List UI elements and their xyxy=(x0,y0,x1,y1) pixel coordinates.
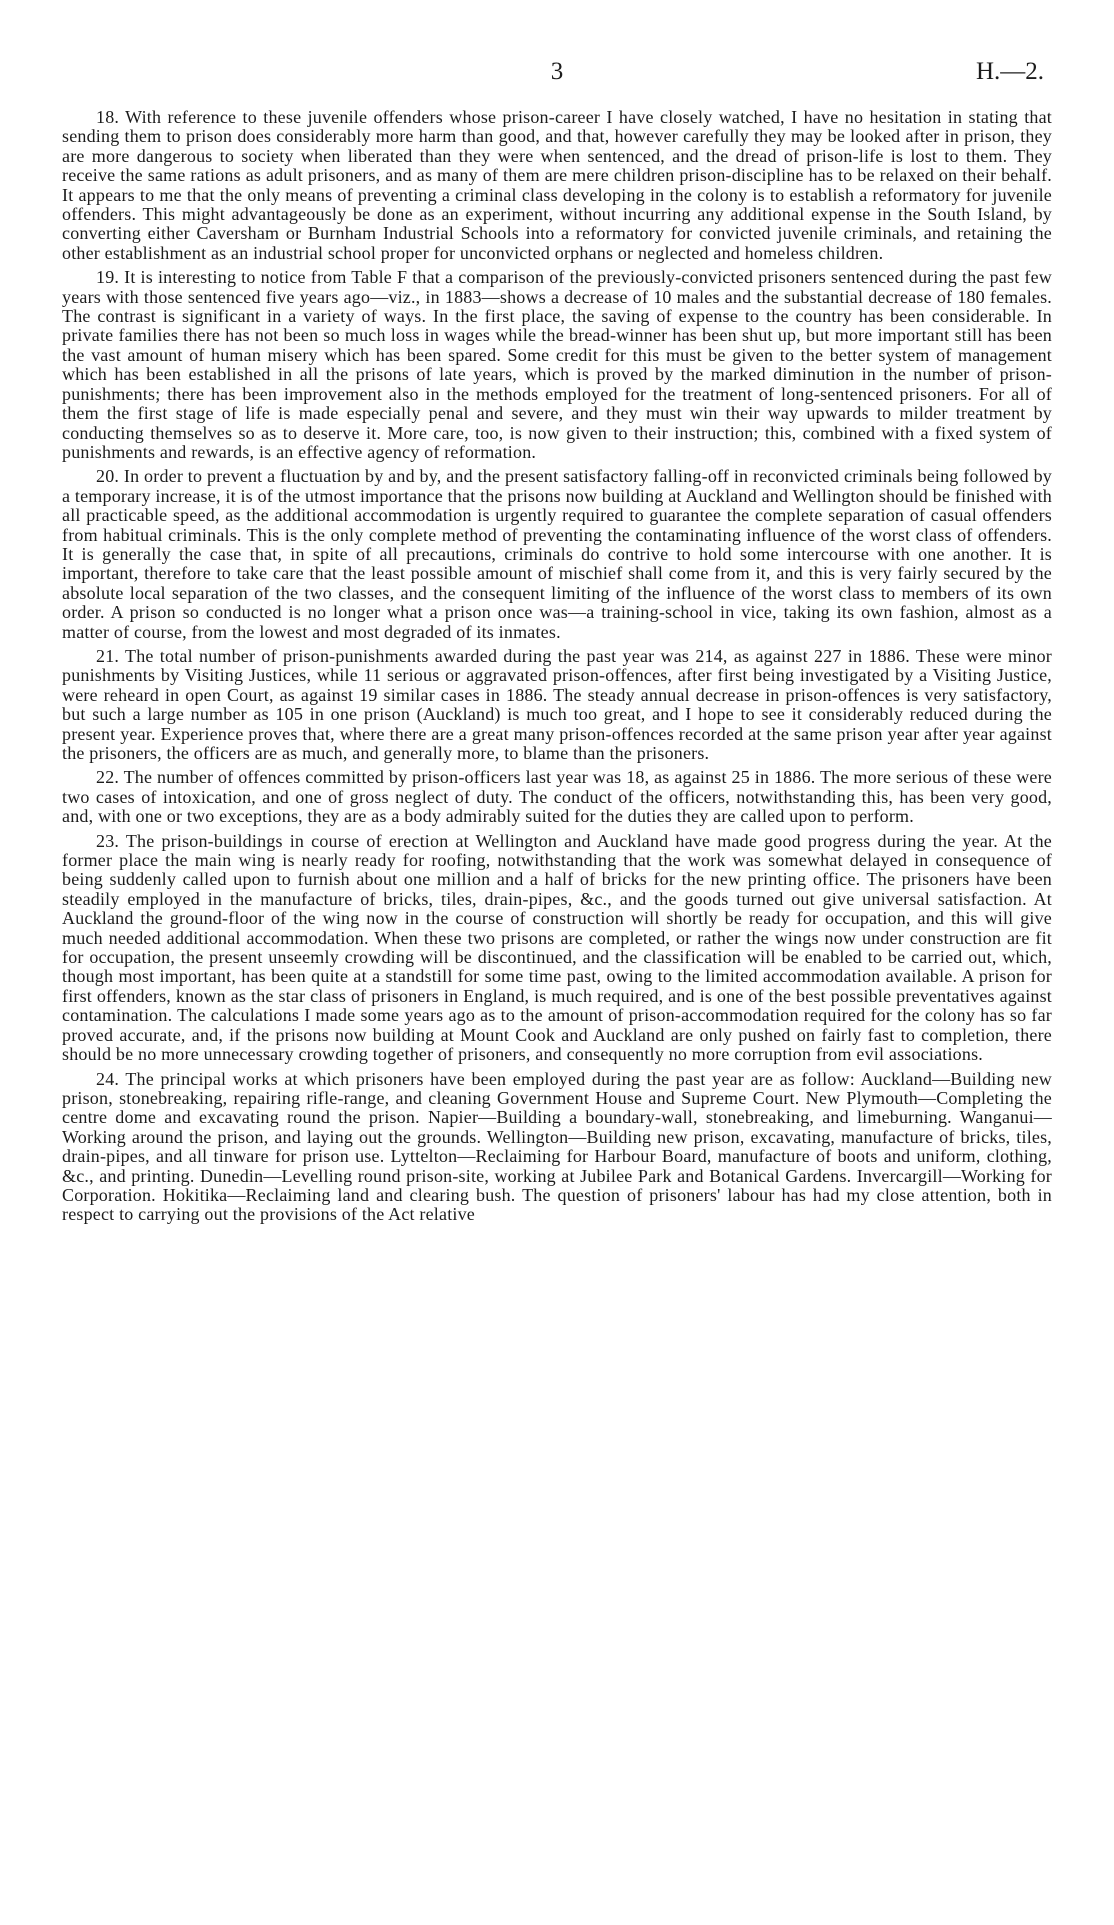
paragraph-text: The total number of prison-punishments awarded during the past year was 214, as against 227 in 1886. These were minor punishments by Visiting Justices, while 11 serious or aggravated prison-offences, after first being investigated by a Visiting Justice, were reheard in open Court, as against 19 similar cases in 1886. The steady annual decrease in prison-offences is very satisfactory, but such a large number as 105 in one prison (Auckland) is much too great, and I hope to see it considerably reduced during the present year. Experience proves that, where there are a great many prison-offences recorded at the same prison year after year against the prisoners, the officers are as much, and generally more, to blame than the prisoners. xyxy=(62,645,1052,763)
paragraph-24 xyxy=(62,1070,1052,1225)
paragraph-text: It is interesting to notice from Table F that a comparison of the previously-convicted prisoners sentenced during the past few years with those sentenced five years ago—viz., in 1883—shows a decrease of 10 males and the substantial decrease of 180 females. The contrast is significant in a variety of ways. In the first place, the saving of expense to the country has been considerable. In private families there has not been so much loss in wages while the bread-winner has been shut up, but more important still has been the vast amount of human misery which has been spared. Some credit for this must be given to the better system of management which has been established in all the prisons of late years, which is proved by the marked diminution in the number of prison-punishments; there has been improvement also in the methods employed for the treatment of long-sentenced prisoners. For all of them the first stage of life is made especially penal and severe, and they must win their way upwards to milder treatment by conducting themselves so as to deserve it. More care, too, is now given to their instruction; this, combined with a fixed system of punishments and rewards, is an effective agency of reformation. xyxy=(62,267,1052,462)
paragraph-number: 24. xyxy=(96,1068,120,1089)
paragraph-20 xyxy=(62,467,1052,642)
page-number: 3 xyxy=(550,58,564,85)
paragraph-text: The principal works at which prisoners have been employed during the past year are as follow: Auckland—Building new prison, stonebreaking, repairing rifle-range, and cleaning Government House and Supreme Court. New Plymouth—Completing the centre dome and excavating round the prison. Napier—Building a boundary-wall, stonebreaking, and limeburning. Wanganui—Working around the prison, and laying out the grounds. Wellington—Building new prison, excavating, manufacture of bricks, tiles, drain-pipes, and all tinware for prison use. Lyttelton—Reclaiming for Harbour Board, manufacture of boots and uniform, clothing, &c., and printing. Dunedin—Levelling round prison-site, working at Jubilee Park and Botanical Gardens. Invercargill—Working for Corporation. Hokitika—Reclaiming land and clearing bush. The question of prisoners' labour has had my close attention, both in respect to carrying out the provisions of the Act relative xyxy=(62,1068,1053,1225)
paragraph-text: The number of offences committed by prison-officers last year was 18, as against 25 in 1886. The more serious of these were two cases of intoxication, and one of gross neglect of duty. The conduct of the officers, notwithstanding this, has been very good, and, with one or two exceptions, they are as a body admirably suited for the duties they are called upon to perform. xyxy=(62,767,1052,827)
paragraph-22 xyxy=(62,768,1052,826)
paragraph-number: 20. xyxy=(96,466,120,487)
paragraph-19 xyxy=(62,268,1052,462)
paragraph-21 xyxy=(62,647,1052,763)
paragraph-18 xyxy=(62,108,1052,263)
document-page xyxy=(62,58,1052,1230)
document-reference: H.—2. xyxy=(975,58,1044,85)
paragraph-text: The prison-buildings in course of erection at Wellington and Auckland have made good progress during the year. At the former place the main wing is nearly ready for roofing, notwithstanding that the work was somewhat delayed in consequence of being suddenly called upon to furnish about one million and a half of bricks for the new printing office. The prisoners have been steadily employed in the manufacture of bricks, tiles, drain-pipes, &c., and the goods turned out give universal satisfaction. At Auckland the ground-floor of the wing now in the course of construction will shortly be ready for occupation, and this will give much needed additional accommodation. When these two prisons are completed, or rather the wings now under construction are fit for occupation, the present unseemly crowding will be discontinued, and the classification will be enabled to be carried out, which, though most important, has been quite at a standstill for some time past, owing to the limited accommodation available. A prison for first offenders, known as the star class of prisoners in England, is much required, and is one of the best possible preventatives against contamination. The calculations I made some years ago as to the amount of prison-accommodation required for the colony has so far proved accurate, and, if the prisons now building at Mount Cook and Auckland are only pushed on fairly fast to completion, there should be no more unnecessary crowding together of prisoners, and consequently no more corruption from evil associations. xyxy=(62,830,1053,1065)
paragraph-number: 22. xyxy=(96,767,120,788)
paragraph-number: 19. xyxy=(96,267,120,288)
paragraph-number: 18. xyxy=(96,107,120,127)
page-header xyxy=(62,58,1052,108)
paragraph-text: With reference to these juvenile offenders whose prison-career I have closely watched, I have no hesitation in stating that sending them to prison does considerably more harm than good, and that, however carefully they may be looked after in prison, they are more dangerous to society when liberated than they were when sentenced, and the dread of prison-life is lost to them. They receive the same rations as adult prisoners, and as many of them are mere children prison-discipline has to be relaxed on their behalf. It appears to me that the only means of preventing a criminal class developing in the colony is to establish a reformatory for juvenile offenders. This might advantageously be done as an experiment, without incurring any additional expense in the South Island, by converting either Caversham or Burnham Industrial Schools into a reformatory for convicted juvenile criminals, and retaining the other establishment as an industrial school proper for unconvicted orphans or neglected and homeless children. xyxy=(62,107,1052,263)
paragraph-text: In order to prevent a fluctuation by and by, and the present satisfactory falling-off in reconvicted criminals being followed by a temporary increase, it is of the utmost importance that the prisons now building at Auckland and Wellington should be finished with all practicable speed, as the additional accommodation is urgently required to guarantee the complete separation of casual offenders from habitual criminals. This is the only complete method of preventing the contaminating influence of the worst class of offenders. It is generally the case that, in spite of all precautions, criminals do contrive to hold some intercourse with one another. It is important, therefore to take care that the least possible amount of mischief shall come from it, and this is very fairly secured by the absolute local separation of the two classes, and the consequent limiting of the influence of the worst class to members of its own order. A prison so conducted is no longer what a prison once was—a training-school in vice, taking its own fashion, almost as a matter of course, from the lowest and most degraded of its inmates. xyxy=(62,466,1053,642)
paragraph-number: 21. xyxy=(96,645,120,666)
paragraph-23 xyxy=(62,832,1052,1065)
paragraph-number: 23. xyxy=(96,830,120,851)
